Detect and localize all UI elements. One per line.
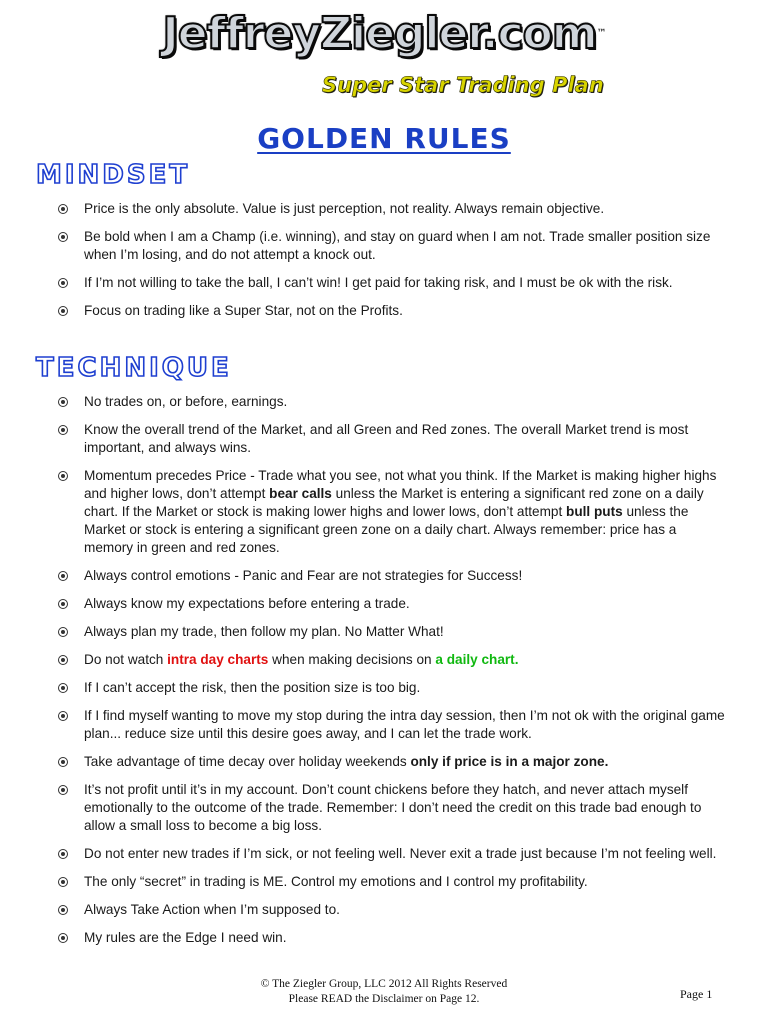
bull-puts-emphasis: bull puts (566, 504, 623, 519)
logo-tagline: Super Star Trading Plan (322, 73, 604, 97)
bullet-icon (58, 627, 68, 637)
list-item (0, 421, 768, 457)
rule-text (84, 754, 608, 769)
list-item (0, 845, 768, 863)
list-item (0, 901, 768, 919)
rule-text: No trades on, or before, earnings. (84, 394, 288, 409)
rule-text-part: Momentum precedes Price - Trade what you see, not what you think. If the Market is making higher highs and higher lows, don’t attempt (84, 468, 717, 501)
page-title: GOLDEN RULES (257, 122, 511, 155)
rule-text: Always control emotions - Panic and Fear are not strategies for Success! (84, 568, 523, 583)
page-title-container (0, 122, 768, 156)
bullet-icon (58, 571, 68, 581)
daily-chart-emphasis: a daily chart. (435, 652, 519, 667)
technique-rule-list (0, 393, 768, 947)
rule-text: Be bold when I am a Champ (i.e. winning), and stay on guard when I am not. Trade smaller position size when I’m losing, and do not attempt a knock out. (84, 229, 711, 262)
bullet-icon (58, 425, 68, 435)
list-item (0, 567, 768, 585)
list-item (0, 393, 768, 411)
list-item (0, 467, 768, 557)
rule-text: Always know my expectations before entering a trade. (84, 596, 410, 611)
site-logo (0, 8, 768, 60)
rule-text: Always plan my trade, then follow my plan. No Matter What! (84, 624, 444, 639)
bullet-icon (58, 232, 68, 242)
rule-text: Focus on trading like a Super Star, not on the Profits. (84, 303, 403, 318)
list-item (0, 929, 768, 947)
bullet-icon (58, 757, 68, 767)
bullet-icon (58, 278, 68, 288)
rule-text: If I find myself wanting to move my stop during the intra day session, then I’m not ok with the original game plan... reduce size until this desire goes away, and I can let the trade work. (84, 708, 725, 741)
trademark-symbol: ™ (596, 28, 606, 39)
bullet-icon (58, 471, 68, 481)
list-item (0, 274, 768, 292)
rule-text (84, 652, 518, 667)
bullet-icon (58, 204, 68, 214)
bullet-icon (58, 877, 68, 887)
rule-text-part: Take advantage of time decay over holiday weekends (84, 754, 411, 769)
rule-text-part: when making decisions on (268, 652, 436, 667)
logo-text: JeffreyZiegler.com™ (162, 8, 606, 59)
rule-text: Always Take Action when I’m supposed to. (84, 902, 340, 917)
intra-day-charts-emphasis: intra day charts (167, 652, 269, 667)
bullet-icon (58, 785, 68, 795)
list-item (0, 228, 768, 264)
list-item (0, 200, 768, 218)
rule-text: The only “secret” in trading is ME. Control my emotions and I control my profitability. (84, 874, 588, 889)
list-item (0, 651, 768, 669)
list-item (0, 623, 768, 641)
section-heading-mindset: MINDSET (36, 160, 191, 190)
list-item (0, 595, 768, 613)
bullet-icon (58, 933, 68, 943)
list-item (0, 707, 768, 743)
bullet-icon (58, 599, 68, 609)
bullet-icon (58, 655, 68, 665)
rule-text: If I can’t accept the risk, then the position size is too big. (84, 680, 421, 695)
rule-text: Price is the only absolute. Value is just perception, not reality. Always remain objective. (84, 201, 605, 216)
list-item (0, 781, 768, 835)
rule-text-part: unless the Market is entering a significant red zone on a daily chart. If the Market or stock is making lower highs and lower lows, don’t attempt (84, 486, 704, 519)
copyright-notice: © The Ziegler Group, LLC 2012 All Rights Reserved (260, 978, 508, 990)
bullet-icon (58, 397, 68, 407)
disclaimer-notice: Please READ the Disclaimer on Page 12. (288, 993, 480, 1005)
rule-text-part: unless the Market or stock is entering a significant green zone on a daily chart. Always remember: price has a memory in green and red zones. (84, 504, 689, 555)
page-number: Page 1 (680, 987, 713, 1001)
bullet-icon (58, 711, 68, 721)
rule-text: Do not enter new trades if I’m sick, or not feeling well. Never exit a trade just because I’m not feeling well. (84, 846, 717, 861)
list-item (0, 873, 768, 891)
section-heading-technique: TECHNIQUE (36, 353, 232, 383)
bullet-icon (58, 849, 68, 859)
rule-text: Know the overall trend of the Market, and all Green and Red zones. The overall Market trend is most important, and always wins. (84, 422, 689, 455)
rule-text: My rules are the Edge I need win. (84, 930, 287, 945)
bullet-icon (58, 306, 68, 316)
page-footer (0, 977, 768, 1007)
bullet-icon (58, 683, 68, 693)
bullet-icon (58, 905, 68, 915)
rule-text (84, 468, 716, 555)
list-item (0, 679, 768, 697)
list-item (0, 302, 768, 320)
bear-calls-emphasis: bear calls (269, 486, 332, 501)
rule-text: It’s not profit until it’s in my account. Don’t count chickens before they hatch, and never attach myself emotionally to the outcome of the trade. Remember: I don’t need the credit on this trade bad enough to allow a small loss to become a big loss. (84, 782, 702, 833)
list-item (0, 753, 768, 771)
rule-text-part: Do not watch (84, 652, 168, 667)
major-zone-emphasis: only if price is in a major zone. (410, 754, 609, 769)
rule-text: If I’m not willing to take the ball, I can’t win! I get paid for taking risk, and I must be ok with the risk. (84, 275, 673, 290)
mindset-rule-list (0, 200, 768, 320)
